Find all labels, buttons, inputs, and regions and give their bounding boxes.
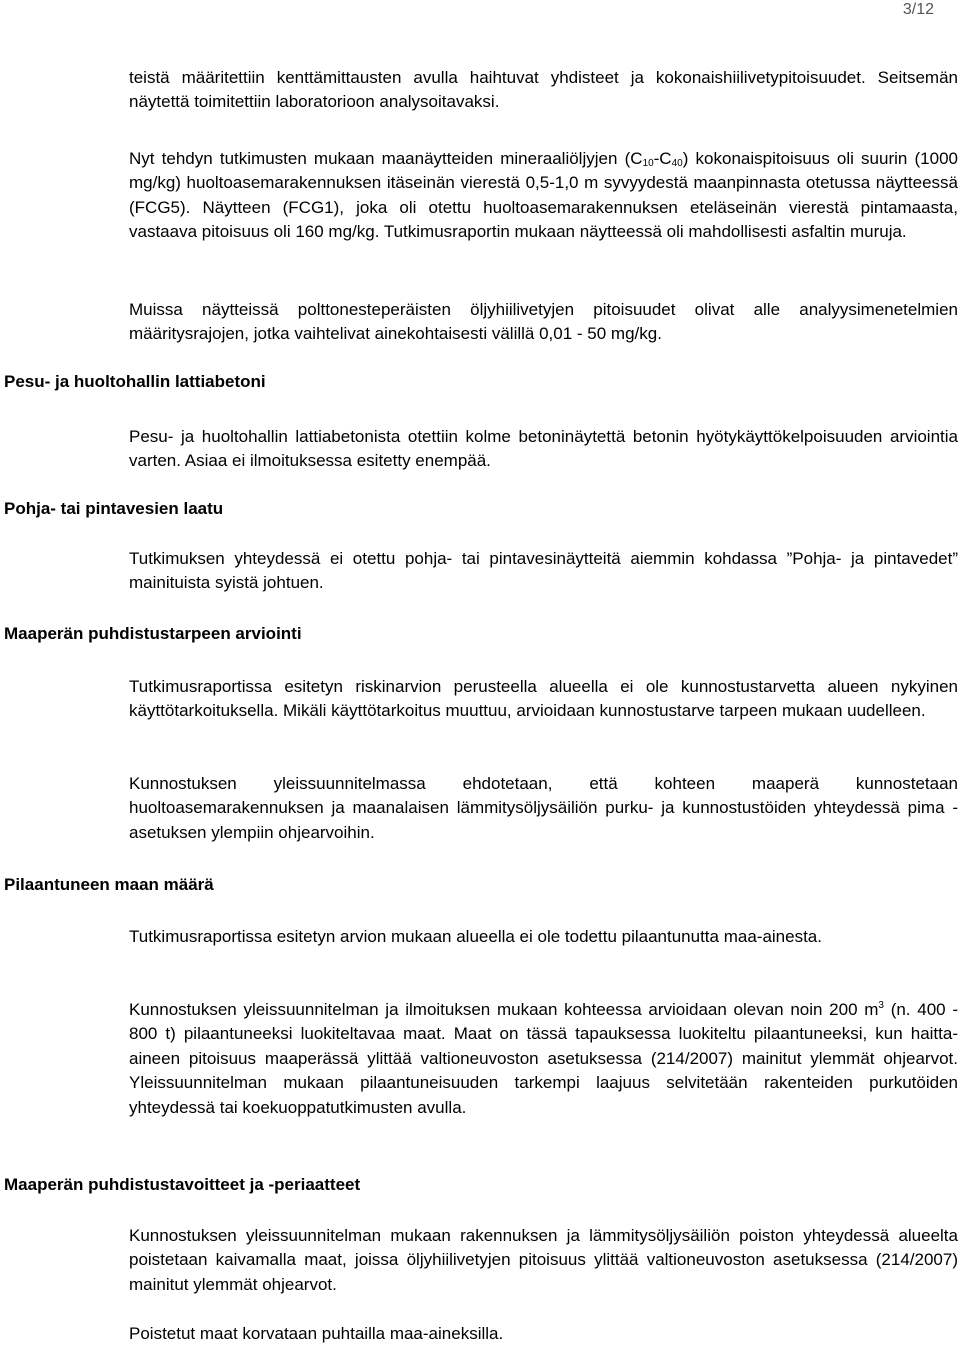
lattiabetoni-text: Pesu- ja huoltohallin lattiabetonista otettiin kolme betoninäytettä betonin hyötykäyttökelpoisuuden arviointia varten. Asiaa ei ilmoituksessa esitetty enempää.: [129, 427, 958, 471]
puhdistustarve-paragraph-2: [129, 772, 958, 845]
tavoitteet-paragraph-2: [129, 1322, 958, 1346]
heading-tavoitteet: Maaperän puhdistustavoitteet ja -periaatteet: [4, 1175, 361, 1194]
heading-puhdistustarve: Maaperän puhdistustarpeen arviointi: [4, 624, 302, 643]
intro-paragraph-3: [129, 298, 958, 347]
pohjavedet-text: Tutkimuksen yhteydessä ei otettu pohja- tai pintavesinäytteitä aiemmin kohdassa ”Pohja- ja pintavedet” mainituista syistä johtuen.: [129, 549, 958, 593]
intro-text-2b: -C: [653, 149, 672, 168]
intro-text-1: teistä määritettiin kenttämittausten avulla haihtuvat yhdisteet ja kokonaishiilivetypitoisuudet. Seitsemän näytettä toimitettiin laboratorioon analysoitavaksi.: [129, 68, 958, 112]
carbon-subscript-40: 40: [671, 158, 683, 169]
puhdistustarve-paragraph-1: [129, 675, 958, 724]
intro-text-2: [129, 147, 958, 245]
intro-text-3: Muissa näytteissä polttonesteperäisten öljyhiilivetyjen pitoisuudet olivat alle analyysimenetelmien määritysrajojen, jotka vaihtelivat ainekohtaisesti välillä 0,01 - 50 mg/kg.: [129, 300, 958, 344]
carbon-subscript-10: 10: [642, 158, 654, 169]
maanmaara-text-2b: (n. 400 - 800 t) pilaantuneeksi luokiteltavaa maat. Maat on tässä tapauksessa luokiteltu pilaantuneeksi, kun haitta-aineen pitoisuus maaperässä ylittää valtioneuvoston asetuksessa (214/2007) mainitut ylemmät ohjearvot. Yleissuunnitelman mukaan pilaantuneisuuden tarkempi laajuus selvitetään rakenteiden purkutöiden yhteydessä tai koekuoppatutkimusten avulla.: [129, 1000, 958, 1117]
tavoitteet-text-2: Poistetut maat korvataan puhtailla maa-aineksilla.: [129, 1324, 504, 1343]
intro-paragraph-2: [129, 147, 958, 245]
maanmaara-text-2a: Kunnostuksen yleissuunnitelman ja ilmoituksen mukaan kohteessa arvioidaan olevan noin 200 m: [129, 1000, 879, 1019]
cubic-superscript: 3: [878, 1000, 884, 1011]
page-number: 3/12: [902, 1, 934, 18]
intro-paragraph-1: [129, 66, 958, 115]
puhdistustarve-text-1: Tutkimusraportissa esitetyn riskinarvion perusteella alueella ei ole kunnostustarvetta alueen nykyinen käyttötarkoituksella. Mikäli käyttötarkoitus muuttuu, arvioidaan kunnostustarve tarpeen mukaan uudelleen.: [129, 677, 958, 721]
puhdistustarve-text-2: Kunnostuksen yleissuunnitelmassa ehdotetaan, että kohteen maaperä kunnostetaan huoltoasemarakennuksen ja maanalaisen lämmitysöljysäiliön purku- ja kunnostustöiden yhteydessä pima -asetuksen ylempiin ohjearvoihin.: [129, 774, 958, 842]
maanmaara-text-2: [129, 998, 958, 1120]
heading-lattiabetoni: Pesu- ja huoltohallin lattiabetoni: [4, 372, 266, 391]
heading-pohjavedet: Pohja- tai pintavesien laatu: [4, 499, 224, 518]
tavoitteet-paragraph-1: [129, 1224, 958, 1297]
lattiabetoni-paragraph: [129, 425, 958, 474]
pohjavedet-paragraph: [129, 547, 958, 596]
intro-text-2a: Nyt tehdyn tutkimusten mukaan maanäytteiden mineraaliöljyjen (C: [129, 149, 643, 168]
heading-maanmaara: Pilaantuneen maan määrä: [4, 875, 214, 894]
tavoitteet-text-1: Kunnostuksen yleissuunnitelman mukaan rakennuksen ja lämmitysöljysäiliön poiston yhteydessä alueelta poistetaan kaivamalla maat, joissa öljyhiilivetyjen pitoisuus ylittää valtioneuvoston asetuksessa (214/2007) mainitut ylemmät ohjearvot.: [129, 1226, 958, 1294]
maanmaara-text-1: Tutkimusraportissa esitetyn arvion mukaan alueella ei ole todettu pilaantunutta maa-ainesta.: [129, 927, 822, 946]
maanmaara-paragraph-2: [129, 998, 958, 1120]
intro-text-2c: ) kokonaispitoisuus oli suurin (1000 mg/kg) huoltoasemarakennuksen itäseinän vierestä 0,5-1,0 m syvyydestä maanpinnasta otetussa näytteessä (FCG5). Näytteen (FCG1), joka oli otettu huoltoasemarakennuksen eteläseinän vierestä pintamaasta, vastaava pitoisuus oli 160 mg/kg. Tutkimusraportin mukaan näytteessä oli mahdollisesti asfaltin muruja.: [129, 149, 958, 242]
maanmaara-paragraph-1: [129, 925, 958, 949]
